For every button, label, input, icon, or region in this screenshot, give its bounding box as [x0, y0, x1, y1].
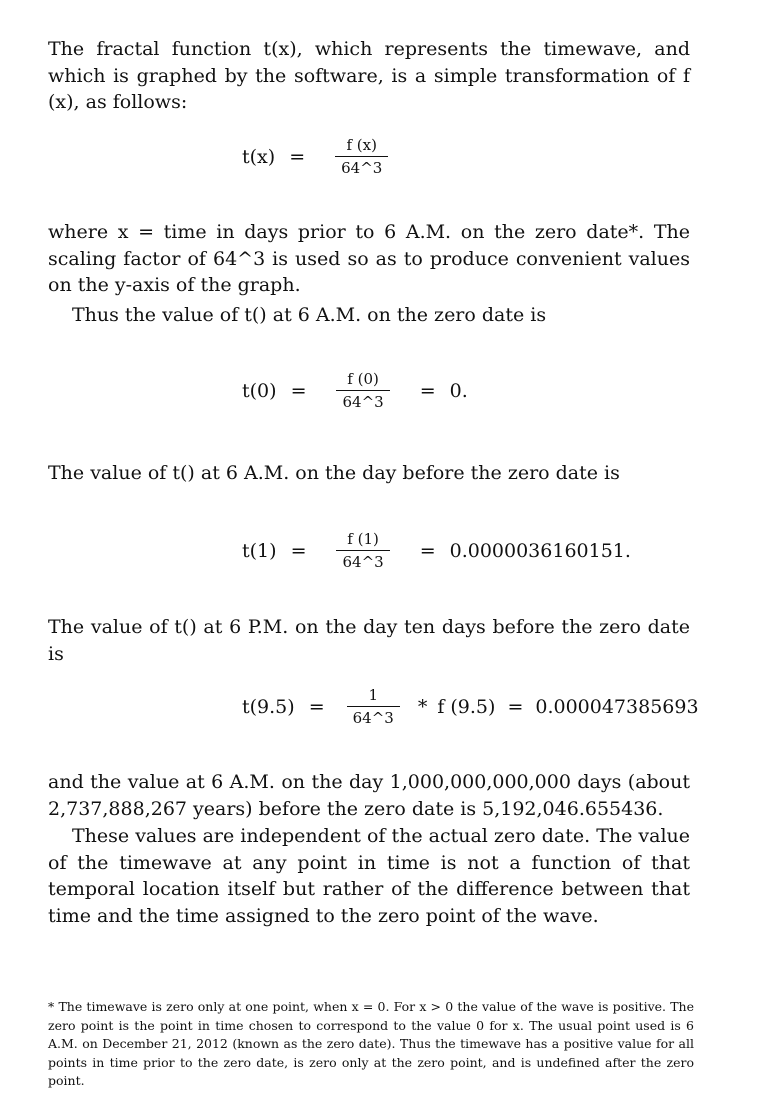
equation-t-of-1: [242, 530, 631, 571]
paragraph-intro: The fractal function t(x), which represents the timewave, and which is graphed by the software, is a simple transformation of f (x), as follows:: [48, 38, 690, 113]
equation-lhs: t(0): [242, 379, 277, 402]
fraction: [347, 686, 400, 727]
equals-sign: =: [419, 379, 436, 402]
footnote: * The timewave is zero only at one point, when x = 0. For x > 0 the value of the wave is positive. The zero point is the point in time chosen to correspond to the value 0 for x. The usual point used is 6 A.M. on December 21, 2012 (known as the zero date). Thus the timewave has a positive value for all points in time prior to the zero date, is zero only at the zero point, and is undefined after the zero point.: [48, 999, 694, 1088]
equation-t-of-x: [242, 136, 404, 177]
equation-result: 0.0000036160151.: [449, 539, 631, 562]
fraction-numerator: 1: [368, 686, 378, 704]
equals-sign: =: [308, 695, 325, 718]
equals-sign: =: [289, 145, 306, 168]
equation-t-of-0: [242, 370, 468, 411]
equation-lhs: t(1): [242, 539, 277, 562]
equation-t-of-9-5: [242, 686, 699, 727]
fraction: [335, 136, 388, 177]
function-term: f (9.5): [437, 695, 496, 718]
equals-sign: =: [290, 539, 307, 562]
paragraph-day-before: The value of t() at 6 A.M. on the day before the zero date is: [48, 462, 620, 484]
paragraph-large-value: and the value at 6 A.M. on the day 1,000,000,000,000 days (about 2,737,888,267 years) before the zero date is 5,192,046.655436.: [48, 771, 690, 820]
fraction-numerator: f (1): [347, 530, 379, 548]
equation-result: 0.: [449, 379, 468, 402]
equals-sign: =: [507, 695, 524, 718]
equals-sign: =: [419, 539, 436, 562]
paragraph-zero-intro: Thus the value of t() at 6 A.M. on the zero date is: [72, 304, 547, 326]
fraction-numerator: f (x): [346, 136, 377, 154]
fraction: [336, 530, 389, 571]
equation-lhs: t(9.5): [242, 695, 295, 718]
equation-lhs: t(x): [242, 145, 276, 168]
fraction-numerator: f (0): [347, 370, 379, 388]
multiply-sign: *: [417, 695, 428, 718]
paragraph-ten-days: The value of t() at 6 P.M. on the day ten days before the zero date is: [48, 616, 690, 665]
paragraph-definition: where x = time in days prior to 6 A.M. on the zero date*. The scaling factor of 64^3 is used so as to produce convenient values on the y-axis of the graph.: [48, 221, 690, 296]
paragraph-independence: These values are independent of the actual zero date. The value of the timewave at any point in time is not a function of that temporal location itself but rather of the difference between that time and the time assigned to the zero point of the wave.: [48, 825, 691, 927]
equation-result: 0.000047385693: [535, 695, 699, 718]
fraction-denominator: 64^3: [336, 550, 389, 571]
fraction-denominator: 64^3: [335, 156, 388, 177]
equals-sign: =: [290, 379, 307, 402]
fraction-denominator: 64^3: [336, 390, 389, 411]
fraction-denominator: 64^3: [347, 706, 400, 727]
fraction: [336, 370, 389, 411]
